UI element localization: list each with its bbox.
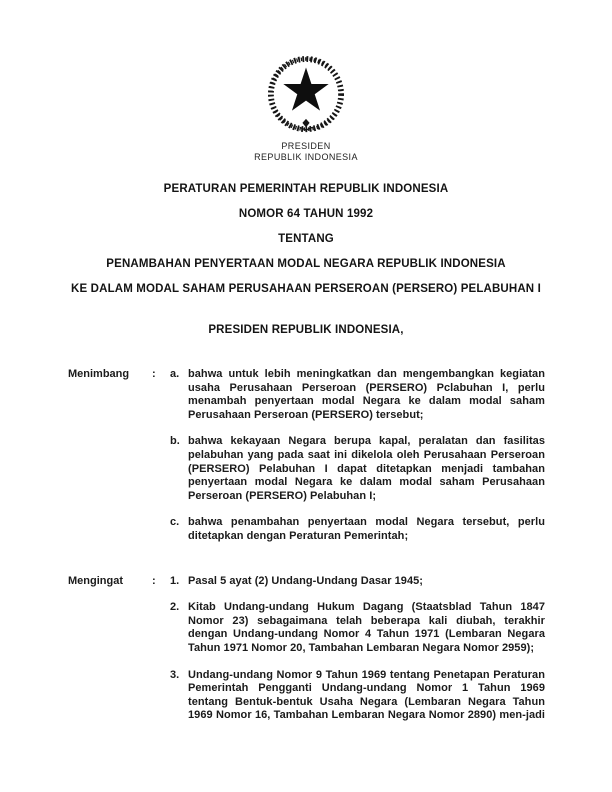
remembering-item-3-marker: 3. <box>170 668 180 681</box>
considering-item-c-text: bahwa penambahan penyertaan modal Negara tersebut, perlu ditetapkan dengan Peraturan Pemerintah; <box>188 516 545 542</box>
national-emblem-icon <box>258 50 354 140</box>
remembering-section <box>0 575 612 723</box>
regulation-title <box>0 183 612 295</box>
title-line-subject-1: PENAMBAHAN PENYERTAAN MODAL NEGARA REPUBLIK INDONESIA <box>106 258 506 270</box>
considering-item-b-marker: b. <box>170 435 180 448</box>
remembering-item-1-marker: 1. <box>170 574 180 587</box>
remembering-item-2-text: Kitab Undang-undang Hukum Dagang (Staatsblad Tahun 1847 Nomor 23) sebagaimana telah beberapa kali diubah, terakhir dengan Undang-undang Nomor 4 Tahun 1971 (Lembaran Negara Tahun 1971 Nomor 20, Tambahan Lembaran Negara Nomor 2959); <box>188 601 545 654</box>
letterhead <box>0 0 612 163</box>
considering-item-a-text: bahwa untuk lebih meningkatkan dan mengembangkan kegiatan usaha Perusahaan Perseroan (PERSERO) Pclabuhan I, perlu menambah penyertaan modal Negara ke dalam modal saham Perusahaan Perseroan (PERSERO) tersebut; <box>188 368 545 421</box>
remembering-item-3-text: Undang-undang Nomor 9 Tahun 1969 tentang Penetapan Peraturan Pemerintah Pengganti Undang-undang Nomor 1 Tahun 1969 tentang Bentuk-bentuk Usaha Negara (Lembaran Negara Tahun 1969 Nomor 16, Tambahan Lembaran Negara Nomor 2890) men-jadi <box>188 668 545 722</box>
remembering-item-2 <box>68 601 545 655</box>
letterhead-caption <box>0 141 612 163</box>
considering-section <box>0 368 612 544</box>
title-line-subject-2: KE DALAM MODAL SAHAM PERUSAHAAN PERSEROAN (PERSERO) PELABUHAN I <box>71 283 541 295</box>
star-icon <box>283 68 328 111</box>
considering-item-b-text: bahwa kekayaan Negara berupa kapal, peralatan dan fasilitas pelabuhan yang pada saat ini dikelola oleh Perusahaan Perseroan (PERSERO) Pelabuhan I dapat ditetapkan menjadi tambahan penyertaan modal Negara ke dalam modal saham Perusahaan Perseroan (PERSERO) Pelabuhan I; <box>188 435 545 502</box>
remembering-item-1 <box>68 575 545 589</box>
remembering-item-2-marker: 2. <box>170 601 180 614</box>
title-line-tentang: TENTANG <box>278 233 334 245</box>
considering-item-a <box>68 368 545 422</box>
remembering-label: Mengingat <box>68 574 123 587</box>
remembering-item-3 <box>68 669 545 723</box>
remembering-colon: : <box>152 574 156 587</box>
salutation: PRESIDEN REPUBLIK INDONESIA, <box>208 324 404 336</box>
title-line-regulation: PERATURAN PEMERINTAH REPUBLIK INDONESIA <box>163 183 449 195</box>
remembering-item-1-text: Pasal 5 ayat (2) Undang-Undang Dasar 1945; <box>188 574 424 587</box>
title-line-number: NOMOR 64 TAHUN 1992 <box>238 208 374 220</box>
letterhead-line-republik: REPUBLIK INDONESIA <box>254 152 358 162</box>
considering-item-a-marker: a. <box>170 368 180 380</box>
considering-item-b <box>68 435 545 503</box>
letterhead-line-presiden: PRESIDEN <box>281 141 331 151</box>
considering-label: Menimbang <box>68 368 130 380</box>
considering-item-c <box>68 516 545 543</box>
considering-colon: : <box>152 368 156 380</box>
considering-item-c-marker: c. <box>170 516 180 529</box>
